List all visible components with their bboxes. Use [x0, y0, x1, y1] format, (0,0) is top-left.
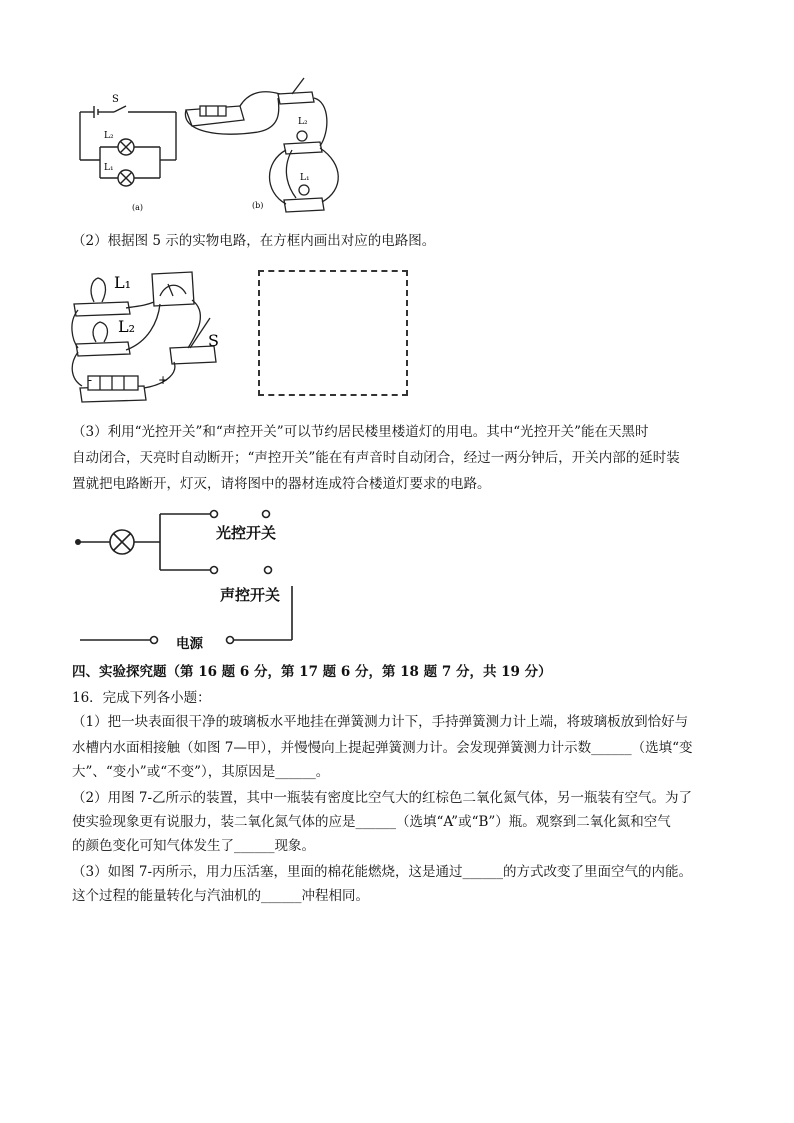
- lamp-label-l2: L₂: [104, 131, 114, 141]
- section-4-heading: 四、实验探究题（第 16 题 6 分，第 17 题 6 分，第 18 题 7 分，共 19 分）: [72, 664, 552, 680]
- question-3-line-1: （3）利用“光控开关”和“声控开关”可以节约居民楼里楼道灯的用电。其中“光控开关”能在天黑时: [72, 424, 649, 440]
- figure-b-photo: [180, 72, 350, 222]
- figure-5-photo: [68, 262, 228, 412]
- q16-part1-line-3: 大”、“变小”或“不变”），其原因是______。: [72, 764, 330, 780]
- q16-part3-line-2: 这个过程的能量转化与汽油机的______冲程相同。: [72, 888, 369, 904]
- q16-part2-line-3: 的颜色变化可知气体发生了______现象。: [72, 838, 315, 854]
- figure-a-schematic: [74, 92, 184, 216]
- question-2-text: （2）根据图 5 示的实物电路，在方框内画出对应的电路图。: [72, 233, 436, 249]
- question-16-intro: 16．完成下列各小题：: [72, 690, 211, 706]
- lamp-l1-label: L₁: [114, 273, 132, 292]
- switch-s-label: S: [208, 331, 219, 350]
- battery-minus-label: -: [88, 373, 93, 387]
- power-source-label: 电源: [176, 636, 203, 652]
- figure-b-caption: (b): [252, 201, 264, 210]
- lamp-label-l1: L₁: [104, 163, 114, 173]
- answer-box[interactable]: [258, 270, 408, 396]
- photo-label-l2: L₂: [298, 117, 308, 127]
- figure-a-caption: (a): [132, 203, 144, 212]
- question-3-line-2: 自动闭合，天亮时自动断开；“声控开关”能在有声音时自动闭合，经过一两分钟后，开关内部的延时装: [72, 450, 680, 466]
- battery-plus-label: +: [158, 373, 169, 387]
- q16-part1-line-1: （1）把一块表面很干净的玻璃板水平地挂在弹簧测力计下，手持弹簧测力计上端，将玻璃板放到恰好与: [72, 714, 689, 730]
- q16-part2-line-2: 使实验现象更有说服力，装二氧化氮气体的应是______（选填“A”或“B”）瓶。观察到二氧化氮和空气: [72, 814, 671, 830]
- q16-part1-line-2: 水槽内水面相接触（如图 7—甲），并慢慢向上提起弹簧测力计。会发现弹簧测力计示数______（选填“变: [72, 740, 693, 756]
- switch-label-s: S: [112, 94, 119, 105]
- lamp-l2-label: L₂: [118, 317, 136, 336]
- sound-control-switch-label: 声控开关: [220, 586, 281, 604]
- q16-part2-line-1: （2）用图 7-乙所示的装置，其中一瓶装有密度比空气大的红棕色二氧化氮气体，另一瓶装有空气。为了: [72, 790, 693, 806]
- light-control-switch-label: 光控开关: [216, 524, 277, 542]
- q16-part3-line-1: （3）如图 7-丙所示，用力压活塞，里面的棉花能燃烧，这是通过______的方式改变了里面空气的内能。: [72, 864, 693, 880]
- question-3-line-3: 置就把电路断开，灯灭，请将图中的器材连成符合楼道灯要求的电路。: [72, 476, 491, 492]
- photo-label-l1: L₁: [300, 173, 310, 183]
